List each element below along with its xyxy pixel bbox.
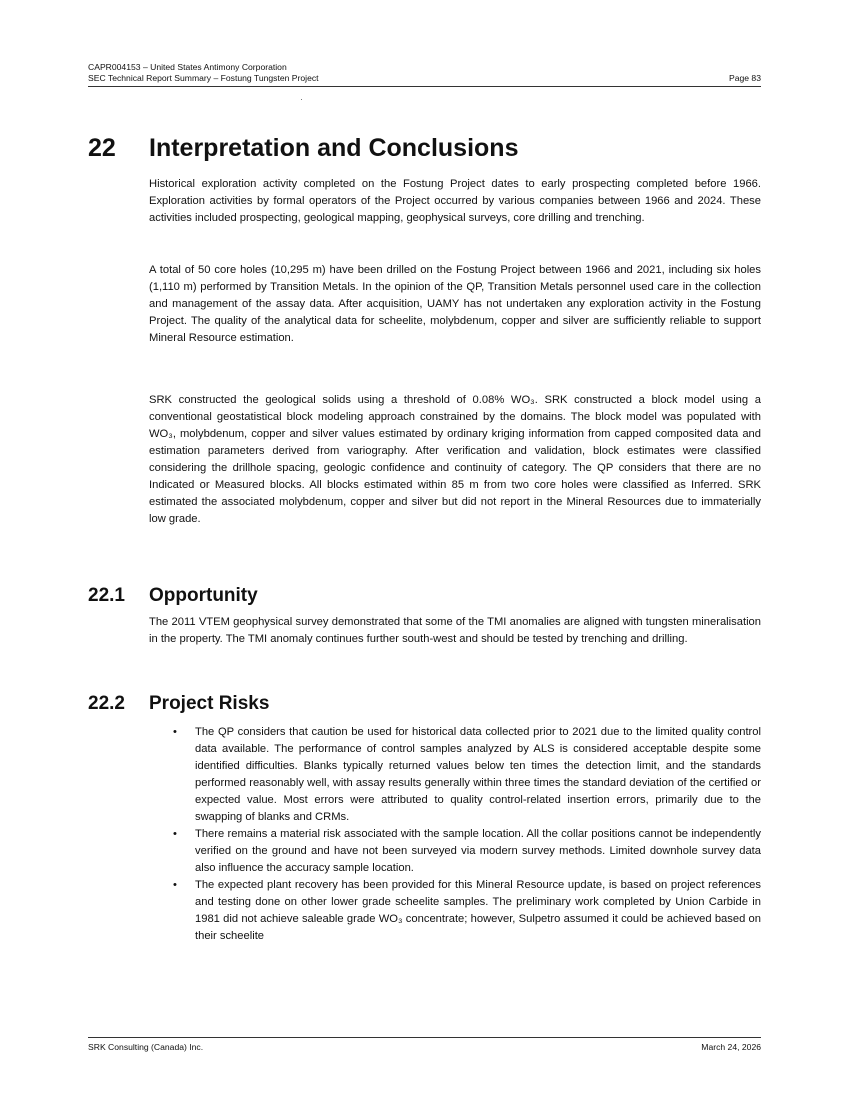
bullet-icon: • (173, 828, 177, 840)
subsection-heading-opportunity (88, 584, 258, 608)
list-item-text: The expected plant recovery has been provided for this Mineral Resource update, is based on project references and testing done on other lower grade scheelite samples. The preliminary work completed by Union Carbide in 1981 did not achieve saleable grade WO₃ concentrate; however, Sulpetro assumed it could be achieved based on their scheelite (195, 879, 761, 942)
page-header (88, 62, 761, 84)
list-item (149, 826, 761, 877)
subsection-title: Project Risks (149, 693, 270, 714)
risk-list (149, 724, 761, 945)
footer-company: SRK Consulting (Canada) Inc. (88, 1042, 204, 1052)
footer-divider (88, 1037, 761, 1038)
header-page-number: Page 83 (728, 73, 761, 83)
list-item-text: There remains a material risk associated with the sample location. All the collar positions cannot be independently verified on the ground and have not been surveyed via modern survey methods. Limited downhole survey data also influence the accuracy sample location. (195, 828, 761, 874)
list-item (149, 877, 761, 945)
header-doc-id: CAPR004153 – United States Antimony Corporation (88, 62, 287, 72)
header-divider (88, 86, 761, 87)
subsection-number: 22.2 (88, 693, 125, 714)
subsection-title: Opportunity (149, 585, 258, 606)
body-paragraph: A total of 50 core holes (10,295 m) have been drilled on the Fostung Project between 1966 and 2021, including six holes (1,110 m) performed by Transition Metals. In the opinion of the QP, Transition Metals personnel used care in the collection and management of the assay data. After acquisition, UAMY has not undertaken any exploration activity in the Fostung Project. The quality of the analytical data for scheelite, molybdenum, copper and silver are sufficiently reliable to support Mineral Resource estimation. (149, 264, 761, 344)
header-report-title: SEC Technical Report Summary – Fostung Tungsten Project (88, 73, 319, 83)
subsection-number: 22.1 (88, 585, 125, 606)
stray-dot (301, 99, 302, 100)
page-footer (88, 1042, 761, 1052)
section-title: Interpretation and Conclusions (149, 134, 519, 162)
header-row (88, 73, 761, 84)
footer-date: March 24, 2026 (701, 1042, 761, 1052)
bullet-icon: • (173, 726, 177, 738)
body-paragraph: Historical exploration activity completed on the Fostung Project dates to early prospecting completed before 1966. Exploration activities by formal operators of the Project occurred by various companies between 1966 and 2024. These activities included prospecting, geological mapping, geophysical surveys, core drilling and trenching. (149, 178, 761, 224)
section-number: 22 (88, 134, 116, 162)
bullet-icon: • (173, 879, 177, 891)
section-heading (88, 133, 518, 163)
body-paragraph: SRK constructed the geological solids using a threshold of 0.08% WO₃. SRK constructed a block model using a conventional geostatistical block modeling approach constrained by the domains. The block model was populated with WO₃, molybdenum, copper and silver values estimated by ordinary kriging information from capped composited data and estimation parameters derived from variography. After verification and validation, block estimates were classified considering the drillhole spacing, geologic confidence and continuity of category. The QP considers that there are no Indicated or Measured blocks. All blocks estimated within 85 m from two core holes were classified as Inferred. SRK estimated the associated molybdenum, copper and silver but did not report in the Mineral Resources due to immaterially low grade. (149, 394, 761, 525)
opportunity-paragraph: The 2011 VTEM geophysical survey demonstrated that some of the TMI anomalies are aligned with tungsten mineralisation in the property. The TMI anomaly continues further south-west and should be tested by trenching and drilling. (149, 616, 761, 645)
list-item-text: The QP considers that caution be used for historical data collected prior to 2021 due to the limited quality control data available. The performance of control samples analyzed by ALS is considered acceptable despite some identified difficulties. Blanks typically returned values below ten times the detection limit, and the standards performed reasonably well, with assay results generally within three times the standard deviation of the certified or expected value. Most errors were attributed to quality control-related insertion errors, primarily due to the swapping of blanks and CRMs. (195, 726, 761, 823)
subsection-heading-risks (88, 692, 269, 716)
list-item (149, 724, 761, 826)
